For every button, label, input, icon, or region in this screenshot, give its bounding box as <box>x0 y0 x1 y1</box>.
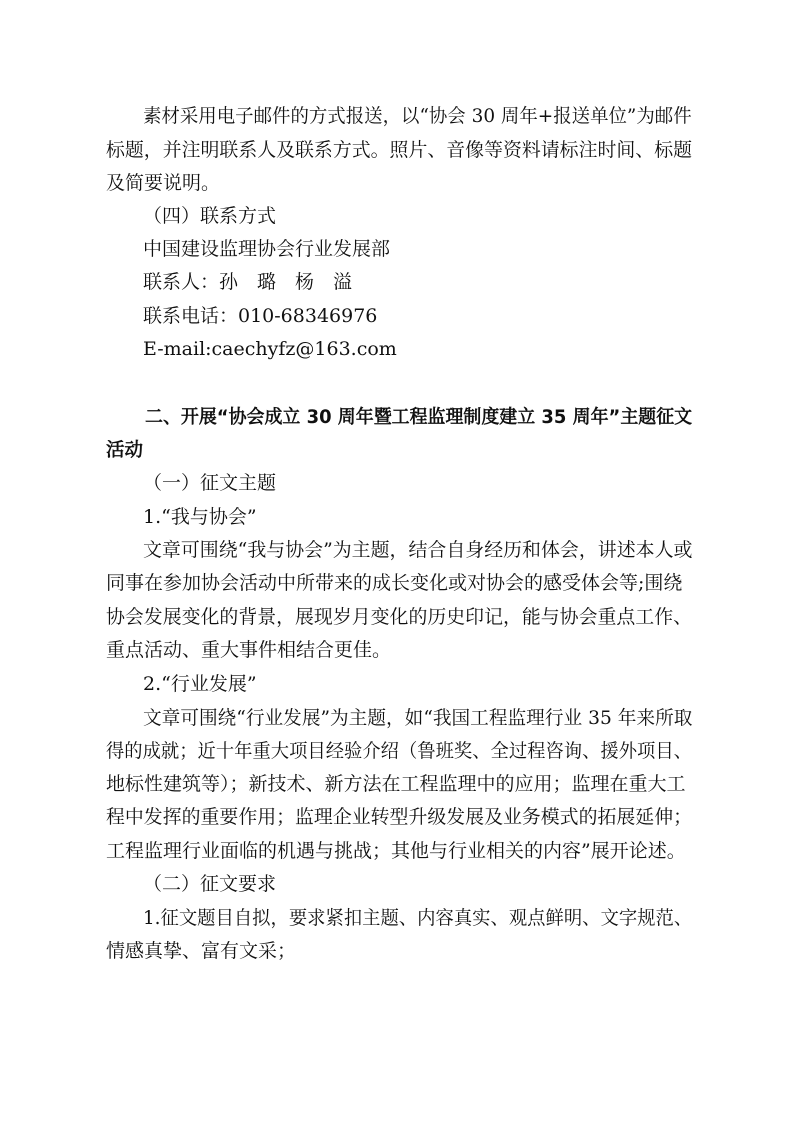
topic-1-line-4: 重点活动、重大事件相结合更佳。 <box>106 639 392 661</box>
contact-phone: 联系电话：010-68346976 <box>143 305 378 327</box>
topic-1-line-2: 同事在参加协会活动中所带来的成长变化或对协会的感受体会等;围绕 <box>106 572 683 594</box>
topic-2-label: 2.“行业发展” <box>143 673 257 695</box>
section-title-line-1: 二、开展“协会成立 30 周年暨工程监理制度建立 35 周年”主题征文 <box>145 407 693 428</box>
topic-2-line-5: 工程监理行业面临的机遇与挑战；其他与行业相关的内容”展开论述。 <box>106 840 686 862</box>
subsection-heading-topic: （一）征文主题 <box>143 472 277 494</box>
requirement-1-line-2: 情感真挚、富有文采； <box>106 940 297 962</box>
contact-heading: （四）联系方式 <box>143 205 277 227</box>
intro-line-1: 素材采用电子邮件的方式报送，以“协会 30 周年+报送单位”为邮件 <box>143 105 692 127</box>
topic-1-label: 1.“我与协会” <box>143 506 257 528</box>
intro-line-3: 及简要说明。 <box>106 172 221 194</box>
topic-2-line-4: 程中发挥的重要作用；监理企业转型升级发展及业务模式的拓展延伸； <box>106 806 693 828</box>
topic-2-line-2: 得的成就；近十年重大项目经验介绍（鲁班奖、全过程咨询、援外项目、 <box>106 740 693 762</box>
topic-1-line-1: 文章可围绕“我与协会”为主题，结合自身经历和体会，讲述本人或 <box>143 539 693 561</box>
contact-persons: 联系人：孙 璐 杨 溢 <box>143 271 353 293</box>
contact-organization: 中国建设监理协会行业发展部 <box>143 238 391 260</box>
topic-1-line-3: 协会发展变化的背景，展现岁月变化的历史印记，能与协会重点工作、 <box>106 606 693 628</box>
intro-line-2: 标题，并注明联系人及联系方式。照片、音像等资料请标注时间、标题 <box>106 139 693 161</box>
section-title-line-2: 活动 <box>106 440 144 461</box>
subsection-heading-requirements: （二）征文要求 <box>143 873 277 895</box>
topic-2-line-3: 地标性建筑等）；新技术、新方法在工程监理中的应用；监理在重大工 <box>106 773 686 795</box>
contact-email: E-mail:caechyfz@163.com <box>143 338 397 360</box>
topic-2-line-1: 文章可围绕“行业发展”为主题，如“我国工程监理行业 35 年来所取 <box>143 707 693 729</box>
requirement-1-line-1: 1.征文题目自拟，要求紧扣主题、内容真实、观点鲜明、文字规范、 <box>143 907 693 929</box>
